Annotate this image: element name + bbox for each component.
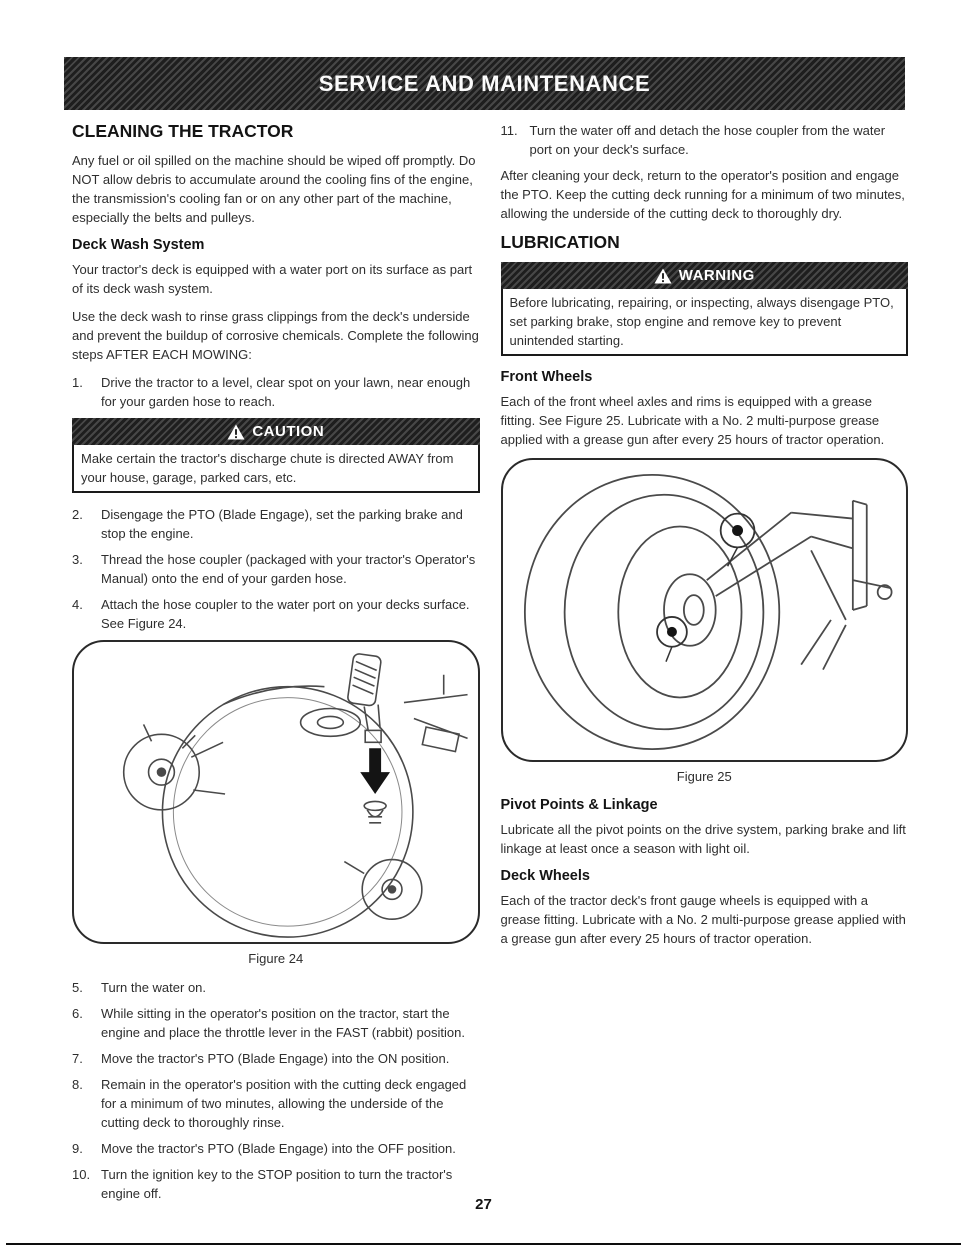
step-text: Move the tractor's PTO (Blade Engage) into the ON position. xyxy=(101,1051,450,1066)
step-text: While sitting in the operator's position on the tractor, start the engine and place the throttle lever in the FAST (rabbit) position. xyxy=(101,1006,465,1040)
step-number: 9. xyxy=(72,1141,83,1156)
step-text: Turn the water off and detach the hose coupler from the water port on your deck's surface. xyxy=(529,123,886,157)
heading-deck-wash-system: Deck Wash System xyxy=(72,237,205,253)
step-item-1 xyxy=(72,373,480,411)
warning-text: Before lubricating, repairing, or inspecting, always disengage PTO, set parking brake, stop engine and remove key to prevent unintended starting. xyxy=(501,289,909,356)
step-item-5 xyxy=(72,978,480,997)
deck-wheels-paragraph: Each of the tractor deck's front gauge wheels is equipped with a grease fitting. Lubricate with a No. 2 multi-purpose grease applied with a grease gun after every 25 hours of tractor operation. xyxy=(500,893,906,946)
step-text: Disengage the PTO (Blade Engage), set the parking brake and stop the engine. xyxy=(101,507,463,541)
step-number: 4. xyxy=(72,597,83,612)
figure25-caption: Figure 25 xyxy=(676,769,732,784)
step-number: 1. xyxy=(72,375,83,390)
step-text: Thread the hose coupler (packaged with your tractor's Operator's Manual) onto the end of your garden hose. xyxy=(101,552,476,586)
heading-front-wheels: Front Wheels xyxy=(500,369,593,385)
step-number: 5. xyxy=(72,980,83,995)
step-number: 7. xyxy=(72,1051,83,1066)
caution-header xyxy=(72,418,480,445)
page-number: 27 xyxy=(475,1196,492,1213)
pivot-points-paragraph: Lubricate all the pivot points on the drive system, parking brake and lift linkage at least once a season with light oil. xyxy=(500,822,906,856)
two-column-layout xyxy=(72,121,908,1210)
heading-pivot-points-linkage: Pivot Points & Linkage xyxy=(500,797,658,813)
front-wheels-paragraph: Each of the front wheel axles and rims is equipped with a grease fitting. See Figure 25. Lubricate with a No. 2 multi-purpose grease applied with a grease gun after every 25 hours of tractor operation. xyxy=(500,394,885,447)
after-cleaning-paragraph: After cleaning your deck, return to the operator's position and engage the PTO. Keep the cutting deck running for a minimum of two minutes, allowing the underside of the cutting deck to thoroughly dry. xyxy=(500,168,905,221)
heading-cleaning-the-tractor: CLEANING THE TRACTOR xyxy=(72,121,294,141)
cleaning-intro-paragraph: Any fuel or oil spilled on the machine should be wiped off promptly. Do NOT allow debris to accumulate around the cooling fins of the engine, the transmission's cooling fan or on any other part of the machine, especially the belts and pulleys. xyxy=(72,153,476,225)
figure24-frame xyxy=(72,640,480,944)
step-text: Move the tractor's PTO (Blade Engage) into the OFF position. xyxy=(101,1141,456,1156)
step-item-6 xyxy=(72,1004,480,1042)
deck-wash-paragraph-2: Use the deck wash to rinse grass clippings from the deck's underside and prevent the buildup of corrosive chemicals. Complete the following steps AFTER EACH MOWING: xyxy=(72,309,479,362)
figure-25 xyxy=(501,458,909,786)
warning-header xyxy=(501,262,909,289)
caution-text: Make certain the tractor's discharge chute is directed AWAY from your house, garage, parked cars, etc. xyxy=(72,445,480,493)
step-number: 6. xyxy=(72,1006,83,1021)
warning-label: WARNING xyxy=(678,267,755,284)
bottom-divider xyxy=(6,1243,961,1245)
figure24-caption: Figure 24 xyxy=(248,951,304,966)
step-item-4 xyxy=(72,595,480,633)
step-item-3 xyxy=(72,550,480,588)
deck-wash-paragraph-1: Your tractor's deck is equipped with a water port on its surface as part of its deck wash system. xyxy=(72,262,473,296)
figure24-illustration-deck-wash-port xyxy=(74,642,478,942)
step-item-8 xyxy=(72,1075,480,1132)
step-item-7 xyxy=(72,1049,480,1068)
step-number: 8. xyxy=(72,1077,83,1092)
step-number: 2. xyxy=(72,507,83,522)
step-text: Attach the hose coupler to the water port on your decks surface. See Figure 24. xyxy=(101,597,470,631)
step-text: Drive the tractor to a level, clear spot on your lawn, near enough for your garden hose to reach. xyxy=(101,375,471,409)
step-item-11 xyxy=(501,121,909,159)
figure-24 xyxy=(72,640,480,968)
step-item-9 xyxy=(72,1139,480,1158)
warning-triangle-icon xyxy=(227,424,245,440)
figure25-illustration-front-wheel-grease-fittings xyxy=(503,460,907,760)
step-item-2 xyxy=(72,505,480,543)
right-column xyxy=(501,121,909,1210)
step-number: 11. xyxy=(500,123,518,138)
heading-deck-wheels: Deck Wheels xyxy=(500,868,590,884)
step-text: Remain in the operator's position with the cutting deck engaged for a minimum of two minutes, allowing the underside of the cutting deck to thoroughly rinse. xyxy=(101,1077,467,1130)
step-number: 10. xyxy=(72,1167,91,1182)
step-number: 3. xyxy=(72,552,83,567)
warning-box xyxy=(501,262,909,356)
arrow-down-icon xyxy=(360,748,390,794)
section-banner xyxy=(64,57,905,110)
figure25-frame xyxy=(501,458,909,762)
caution-label: CAUTION xyxy=(252,423,325,440)
step-text: Turn the ignition key to the STOP position to turn the tractor's engine off. xyxy=(101,1167,453,1201)
page-title: SERVICE AND MAINTENANCE xyxy=(318,70,651,96)
heading-lubrication: LUBRICATION xyxy=(500,232,620,252)
warning-triangle-icon xyxy=(654,268,672,284)
caution-box xyxy=(72,418,480,493)
left-column xyxy=(72,121,480,1210)
step-text: Turn the water on. xyxy=(101,980,207,995)
